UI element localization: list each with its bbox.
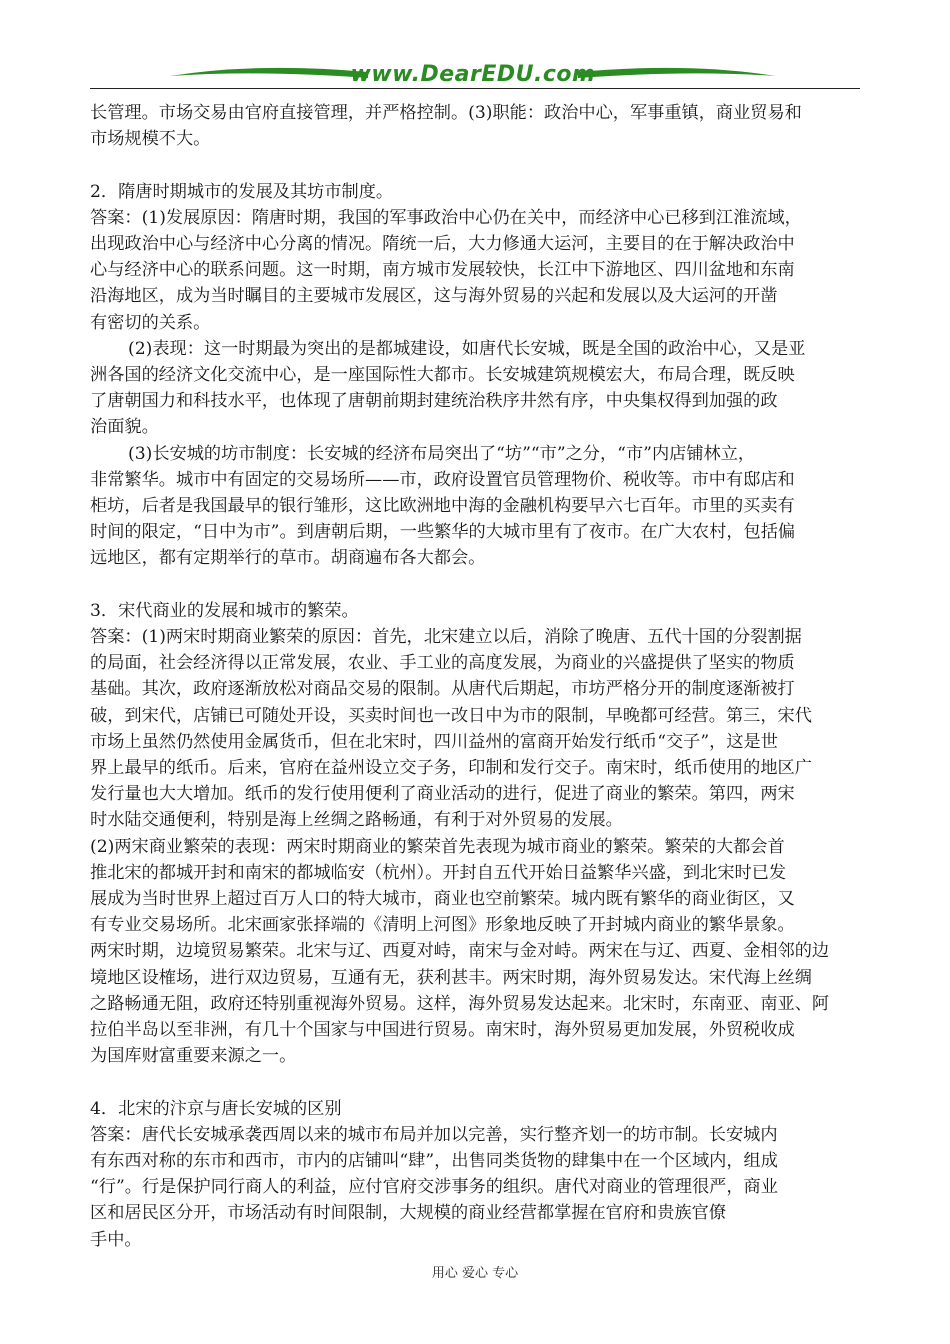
site-logo-text: www.DearEDU.com xyxy=(350,62,596,87)
question-3-answer-1: 答案：(1)两宋时期商业繁荣的原因：首先，北宋建立以后，消除了晚唐、五代十国的分裂割据 的局面，社会经济得以正常发展，农业、手工业的高度发展，为商业的兴盛提供了坚实的物质 基础。其次，政府逐渐放松对商品交易的限制。从唐代后期起，市坊严格分开的制度逐渐被打 破，到宋代，店铺已可随处开设，买卖时间也一改日中为市的限制，早晚都可经营。第三，宋代 市场上虽然仍然使用金属货币，但在北宋时，四川益州的富商开始发行纸币“交子”，这是世 界上最早的纸币。后来，官府在益州设立交子务，印制和发行交子。南宋时，纸币使用的地区广 发行量也大大增加。纸币的发行使用便利了商业活动的进行，促进了商业的繁荣。第四，两宋 时水陆交通便利，特别是海上丝绸之路畅通，有利于对外贸易的发展。 xyxy=(90,627,812,831)
header-divider xyxy=(90,88,860,89)
question-4-heading: 4．北宋的汴京与唐长安城的区别 xyxy=(90,1098,342,1119)
site-logo xyxy=(168,56,778,92)
question-2-answer-3: (3)长安城的坊市制度：长安城的经济布局突出了“坊”“市”之分，“市”内店铺林立， 非常繁华。城市中有固定的交易场所——市，政府设置官员管理物价、税收等。市中有邸店和 柜坊，后者是我国最早的银行雏形，这比欧洲地中海的金融机构要早六七百年。市里的买卖有 时间的限定，“日中为市”。到唐朝后期，一些繁华的大城市里有了夜市。在广大农村，包括偏 远地区，都有定期举行的草市。胡商遍布各大都会。 xyxy=(90,443,796,569)
question-2-heading: 2．隋唐时期城市的发展及其坊市制度。 xyxy=(90,181,394,202)
page-footer: 用心 爱心 专心 xyxy=(431,1266,519,1281)
document-body xyxy=(90,100,865,1253)
question-4-answer: 答案：唐代长安城承袭西周以来的城市布局并加以完善，实行整齐划一的坊市制。长安城内 有东西对称的东市和西市，市内的店铺叫“肆”，出售同类货物的肆集中在一个区域内，组成 “行”。行是保护同行商人的利益，应付官府交涉事务的组织。唐代对商业的管理很严，商业 区和居民区分开，市场活动有时间限制，大规模的商业经营都掌握在官府和贵族官僚 手中。 xyxy=(90,1124,778,1250)
question-3-answer-2: (2)两宋商业繁荣的表现：两宋时期商业的繁荣首先表现为城市商业的繁荣。繁荣的大都会首 推北宋的都城开封和南宋的都城临安（杭州）。开封自五代开始日益繁华兴盛，到北宋时已发 展成为当时世界上超过百万人口的特大城市，商业也空前繁荣。城内既有繁华的商业街区，又 有专业交易场所。北宋画家张择端的《清明上河图》形象地反映了开封城内商业的繁华景象。 两宋时期，边境贸易繁荣。北宋与辽、西夏对峙，南宋与金对峙。两宋在与辽、西夏、金相邻的边 境地区设榷场，进行双边贸易，互通有无，获利甚丰。两宋时期，海外贸易发达。宋代海上丝绸 之路畅通无阻，政府还特别重视海外贸易。这样，海外贸易发达起来。北宋时，东南亚、南亚、阿 拉伯半岛以至非洲，有几十个国家与中国进行贸易。南宋时，海外贸易更加发展，外贸税收成 为国库财富重要来源之一。 xyxy=(90,836,830,1067)
question-2-answer-1: 答案：(1)发展原因：隋唐时期，我国的军事政治中心仍在关中，而经济中心已移到江淮流域， 出现政治中心与经济中心分离的情况。隋统一后，大力修通大运河，主要目的在于解决政治中 心与经济中心的联系问题。这一时期，南方城市发展较快，长江中下游地区、四川盆地和东南 沿海地区，成为当时瞩目的主要城市发展区，这与海外贸易的兴起和发展以及大运河的开凿 有密切的关系。 xyxy=(90,207,802,333)
page-header xyxy=(90,56,860,96)
paragraph-continuation: 长管理。市场交易由官府直接管理，并严格控制。(3)职能：政治中心，军事重镇，商业贸易和 市场规模不大。 xyxy=(90,103,802,150)
question-2-answer-2: (2)表现：这一时期最为突出的是都城建设，如唐代长安城，既是全国的政治中心，又是亚 洲各国的经济文化交流中心，是一座国际性大都市。长安城建筑规模宏大，布局合理，既反映 了唐朝国力和科技水平，也体现了唐朝前期封建统治秩序井然有序，中央集权得到加强的政 治面貌。 xyxy=(90,338,806,438)
question-3-heading: 3．宋代商业的发展和城市的繁荣。 xyxy=(90,600,359,621)
